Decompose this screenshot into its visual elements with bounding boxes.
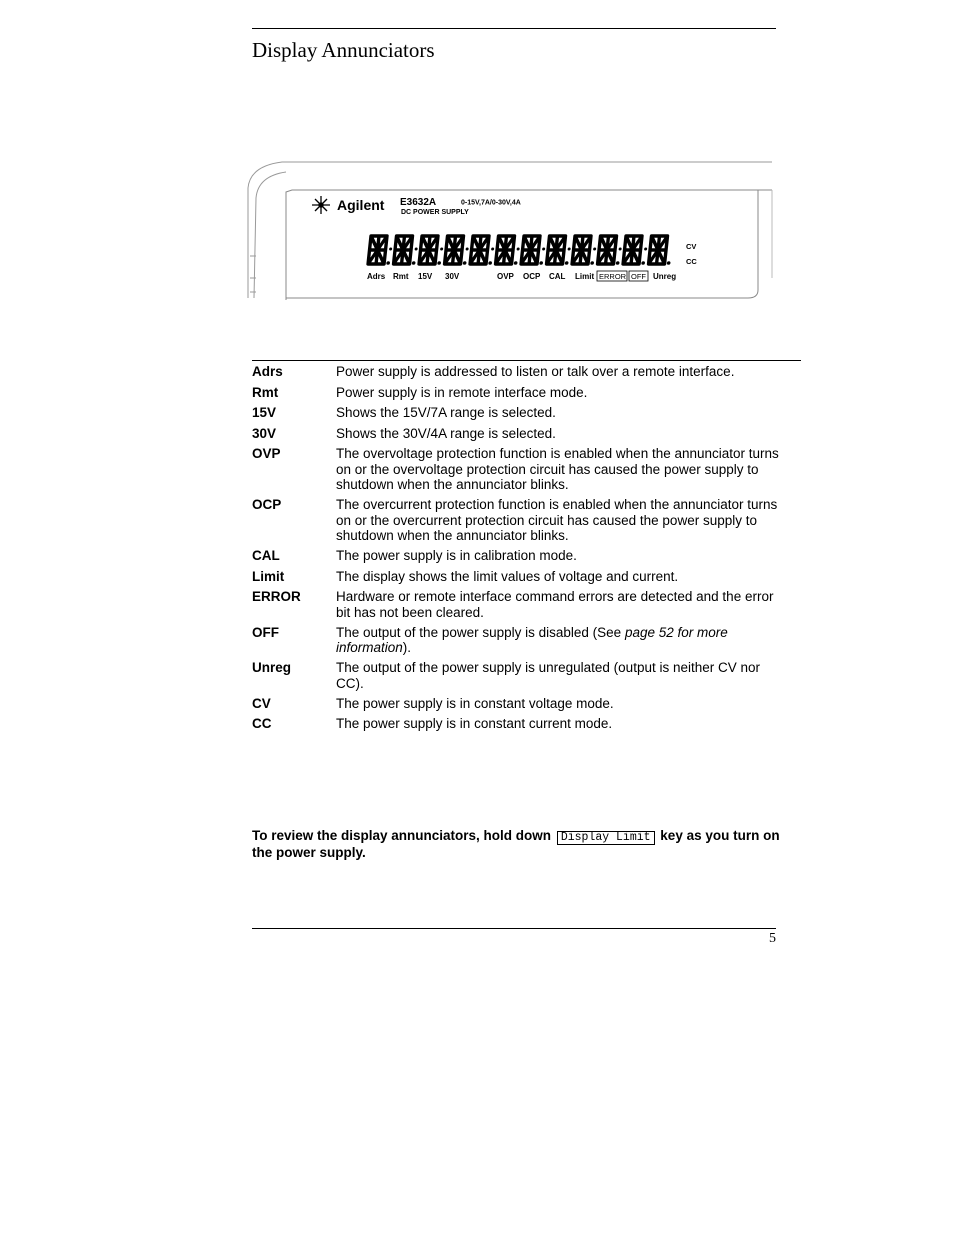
definition-row — [252, 385, 782, 401]
definition-term: OFF — [252, 624, 279, 640]
page-title: Display Annunciators — [252, 38, 435, 62]
definition-term: OVP — [252, 446, 281, 461]
annunciator-rmt: Rmt — [393, 272, 409, 281]
definition-row — [252, 696, 782, 712]
display-digit — [393, 236, 419, 265]
annunciator-30v: 30V — [445, 272, 460, 281]
definition-term: 30V — [252, 425, 277, 441]
definition-description: Shows the 15V/7A range is selected. — [336, 405, 556, 420]
display-digit — [546, 236, 572, 265]
annunciator-15v: 15V — [418, 272, 433, 281]
tip-text-end: key as you turn on the power supply. — [252, 828, 780, 860]
definition-term: Limit — [252, 568, 285, 584]
definition-row — [252, 660, 782, 691]
definition-description: Power supply is in remote interface mode. — [336, 384, 588, 400]
page-number: 5 — [769, 931, 776, 946]
definition-term: Unreg — [252, 660, 292, 675]
definition-term: CC — [252, 716, 272, 731]
definition-term: Rmt — [252, 384, 279, 400]
annunciator-cv: CV — [686, 242, 697, 251]
definition-description-part: ). — [402, 640, 412, 655]
display-digit — [368, 236, 394, 265]
tip-text-start: To review the display annunciators, hold down — [252, 828, 552, 843]
display-digit — [419, 236, 445, 265]
definition-description: The power supply is in constant current mode. — [336, 716, 613, 731]
annunciator-error: ERROR — [599, 272, 627, 281]
definition-description: Power supply is addressed to listen or talk over a remote interface. — [336, 364, 735, 379]
definition-term: ERROR — [252, 589, 301, 604]
definition-row — [252, 716, 782, 732]
display-digit — [597, 236, 623, 265]
definition-term: CV — [252, 695, 271, 711]
definition-description: Shows the 30V/4A range is selected. — [336, 425, 556, 441]
definition-description: Hardware or remote interface command errors are detected and the error bit has not been cleared. — [336, 589, 774, 620]
annunciator-cc: CC — [686, 257, 697, 266]
bottom-rule — [252, 928, 776, 929]
annunciator-off: OFF — [631, 272, 646, 281]
definition-row — [252, 589, 782, 620]
annunciator-adrs: Adrs — [367, 272, 386, 281]
definition-description — [336, 625, 782, 656]
definition-term: Adrs — [252, 364, 283, 379]
definition-description: The power supply is in constant voltage mode. — [336, 695, 614, 711]
display-digit — [495, 236, 521, 265]
front-panel-illustration — [242, 158, 782, 308]
segment-display — [368, 236, 673, 265]
annunciator-cal: CAL — [549, 272, 566, 281]
table-top-rule — [252, 360, 801, 361]
definition-description: The overvoltage protection function is enabled when the annunciator turns on or the overvoltage protection circuit has caused the power supply to shutdown when the annunciator blinks. — [336, 446, 779, 492]
definition-term: OCP — [252, 497, 282, 512]
display-digit — [521, 236, 547, 265]
definition-row — [252, 364, 782, 380]
definition-row — [252, 446, 782, 493]
display-digit — [470, 236, 496, 265]
definition-term: 15V — [252, 405, 277, 420]
definition-description-part: page 52 for more information — [336, 624, 728, 655]
annunciator-limit: Limit — [575, 272, 595, 281]
definition-row — [252, 405, 782, 421]
review-tip — [252, 828, 782, 861]
display-digit — [623, 236, 649, 265]
definition-row — [252, 426, 782, 442]
definition-row — [252, 569, 782, 585]
definition-term: CAL — [252, 548, 280, 563]
definition-row — [252, 497, 782, 544]
annunciator-unreg: Unreg — [653, 272, 677, 281]
definition-description: The power supply is in calibration mode. — [336, 548, 577, 563]
display-digit — [444, 236, 470, 265]
definition-row — [252, 625, 782, 656]
model-range: 0-15V,7A/0-30V,4A — [461, 199, 521, 207]
display-limit-key: Display Limit — [557, 831, 655, 845]
definition-description: The display shows the limit values of voltage and current. — [336, 568, 679, 584]
definition-description: The output of the power supply is unregulated (output is neither CV nor CC). — [336, 660, 761, 691]
definition-description-part: The output of the power supply is disabled (See — [336, 624, 625, 640]
annunciator-ovp: OVP — [497, 272, 514, 281]
annunciator-ocp: OCP — [523, 272, 541, 281]
display-digit — [648, 236, 673, 265]
agilent-spark-icon — [312, 196, 330, 214]
top-rule — [252, 28, 776, 29]
display-digit — [572, 236, 598, 265]
definition-description: The overcurrent protection function is enabled when the annunciator turns on or the overcurrent protection circuit has caused the power supply to shutdown when the annunciator blinks. — [336, 497, 778, 543]
brand-logo: Agilent — [337, 197, 385, 213]
model-number: E3632A — [400, 197, 437, 208]
annunciator-definitions — [252, 364, 782, 737]
model-subtitle: DC POWER SUPPLY — [401, 209, 469, 216]
definition-row — [252, 548, 782, 564]
